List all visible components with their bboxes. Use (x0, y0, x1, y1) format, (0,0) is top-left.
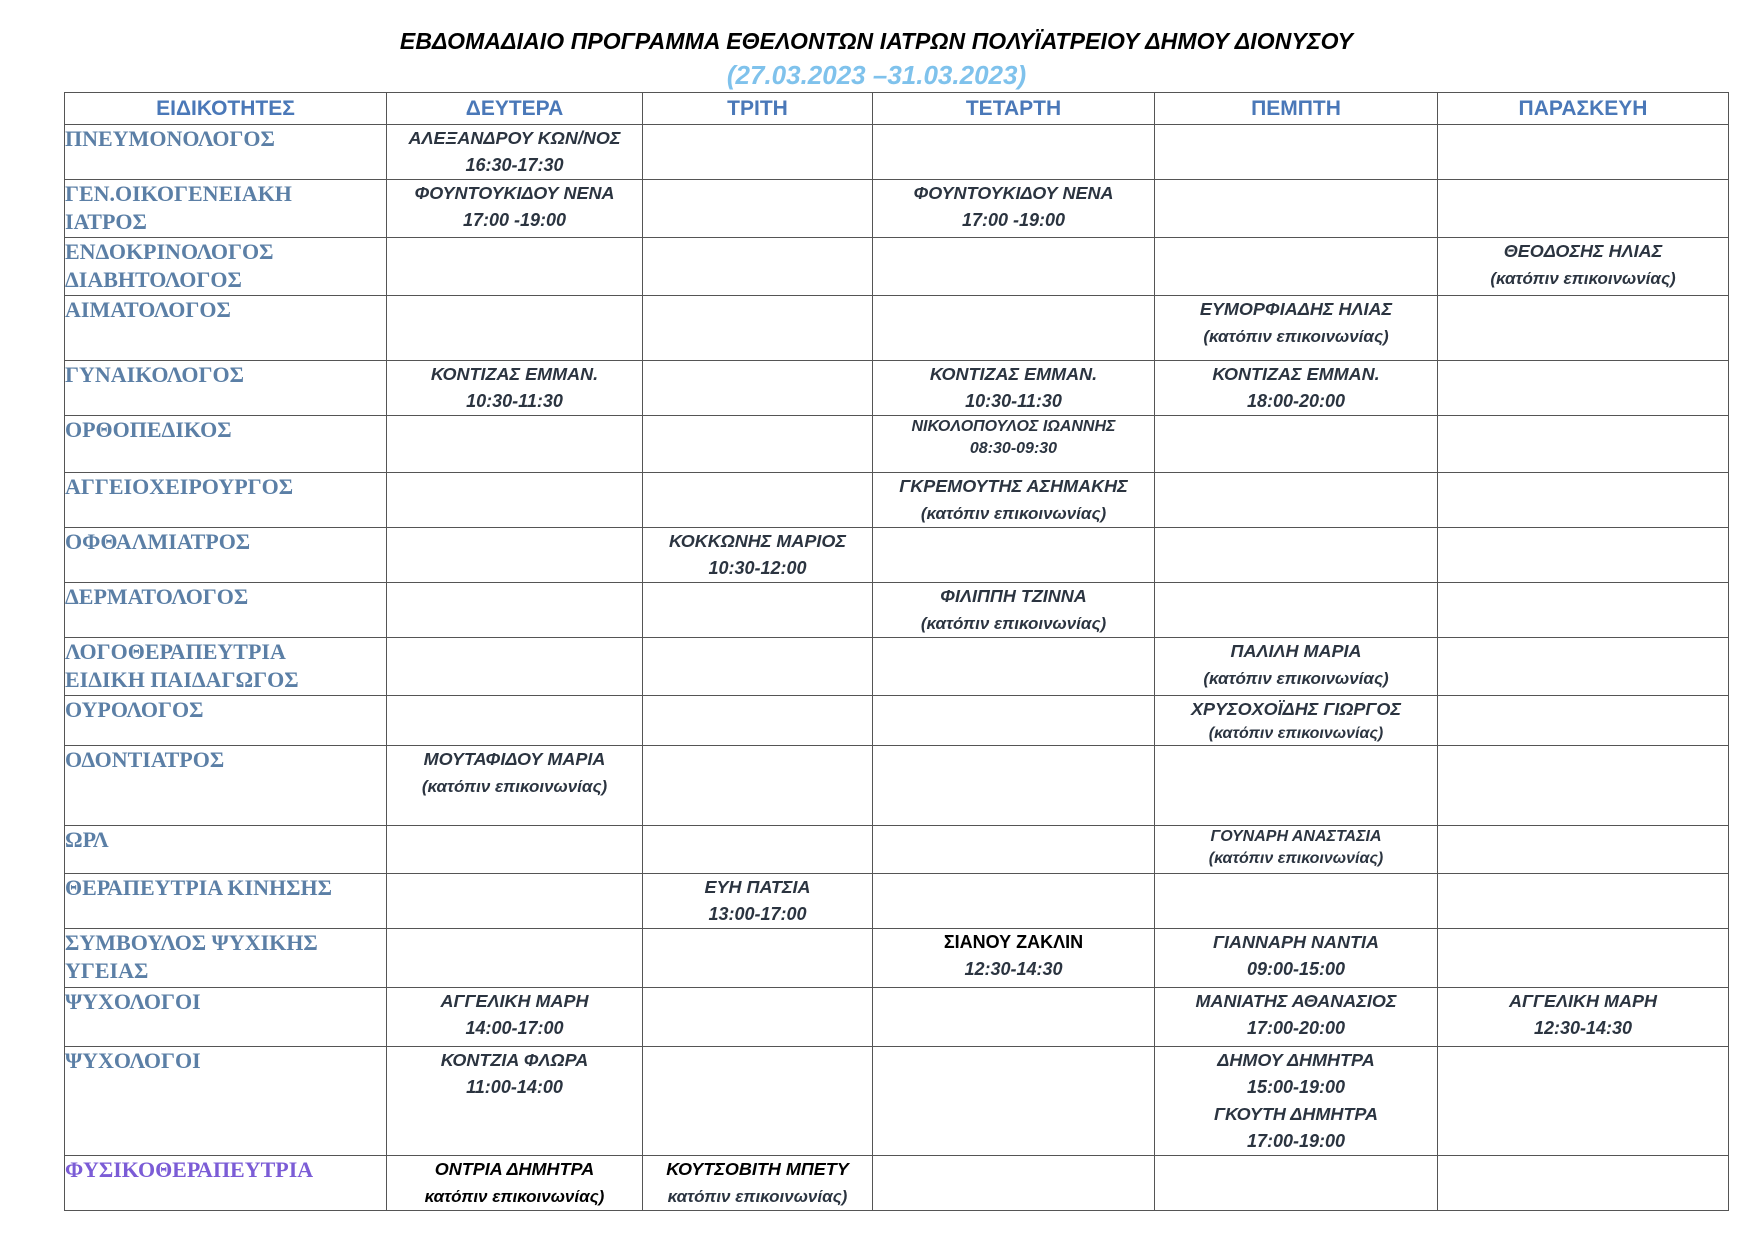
schedule-cell-wednesday (873, 296, 1155, 361)
schedule-cell-monday (387, 296, 643, 361)
doctor-name: ΓΚΡΕΜΟΥΤΗΣ ΑΣΗΜΑΚΗΣ (899, 476, 1128, 496)
schedule-cell-wednesday (873, 988, 1155, 1047)
doctor-name: ΚΟΥΤΣΟΒΙΤΗ ΜΠΕΤΥ (666, 1159, 849, 1179)
table-row (65, 874, 1729, 929)
specialty-cell (65, 361, 387, 416)
schedule-cell-wednesday (873, 125, 1155, 180)
schedule-cell-friday (1438, 296, 1729, 361)
schedule-table (64, 92, 1729, 1211)
schedule-cell-wednesday (873, 473, 1155, 528)
specialty-label: ΟΡΘΟΠΕΔΙΚΟΣ (65, 417, 232, 442)
specialty-cell (65, 929, 387, 988)
schedule-cell-friday (1438, 874, 1729, 929)
specialty-label: ΓΕΝ.ΟΙΚΟΓΕΝΕΙΑΚΗ (65, 181, 292, 206)
doctor-name: ΘΕΟΔΟΣΗΣ ΗΛΙΑΣ (1503, 241, 1663, 261)
schedule-cell-wednesday (873, 874, 1155, 929)
schedule-cell-wednesday (873, 416, 1155, 473)
schedule-cell-friday (1438, 1047, 1729, 1156)
schedule-cell-tuesday (643, 125, 873, 180)
specialty-label: ΦΥΣΙΚΟΘΕΡΑΠΕΥΤΡΙΑ (65, 1157, 314, 1182)
specialty-label: ΟΦΘΑΛΜΙΑΤΡΟΣ (65, 529, 251, 554)
table-row (65, 826, 1729, 874)
schedule-cell-monday (387, 583, 643, 638)
schedule-cell-monday (387, 528, 643, 583)
schedule-detail: 16:30-17:30 (465, 155, 564, 175)
specialty-label: ΔΕΡΜΑΤΟΛΟΓΟΣ (65, 584, 249, 609)
schedule-detail: 15:00-19:00 (1246, 1077, 1346, 1097)
doctor-name: ΚΟΝΤΖΙΑ ΦΛΩΡΑ (440, 1050, 589, 1070)
schedule-cell-thursday (1155, 988, 1438, 1047)
doctor-name: ΚΟΝΤΙΖΑΣ ΕΜΜΑΝ. (1212, 364, 1380, 384)
doctor-name: ΓΚΟΥΤΗ ΔΗΜΗΤΡΑ (1213, 1104, 1379, 1124)
schedule-detail: κατόπιν επικοινωνίας) (424, 1187, 605, 1206)
schedule-detail: 17:00-20:00 (1246, 1018, 1346, 1038)
schedule-cell-tuesday (643, 528, 873, 583)
schedule-detail: 08:30-09:30 (969, 440, 1058, 457)
schedule-cell-wednesday (873, 583, 1155, 638)
schedule-cell-thursday (1155, 528, 1438, 583)
schedule-cell-tuesday (643, 826, 873, 874)
schedule-cell-wednesday (873, 746, 1155, 826)
schedule-cell-thursday (1155, 929, 1438, 988)
schedule-detail: 11:00-14:00 (466, 1077, 563, 1097)
specialty-label: ΙΑΤΡΟΣ (65, 209, 147, 234)
schedule-cell-tuesday (643, 583, 873, 638)
specialty-label: ΩΡΛ (65, 827, 109, 852)
table-row (65, 583, 1729, 638)
doctor-name: ΝΙΚΟΛΟΠΟΥΛΟΣ ΙΩΑΝΝΗΣ (911, 418, 1116, 435)
doctor-name: ΦΙΛΙΠΠΗ ΤΖΙΝΝΑ (940, 586, 1087, 606)
doctor-name: ΜΟΥΤΑΦΙΔΟΥ ΜΑΡΙΑ (423, 749, 606, 769)
doctor-name: ΦΟΥΝΤΟΥΚΙΔΟΥ ΝΕΝΑ (913, 183, 1114, 203)
schedule-cell-tuesday (643, 929, 873, 988)
schedule-detail: 17:00 -19:00 (462, 210, 567, 230)
doctor-name: ΑΓΓΕΛΙΚΗ ΜΑΡΗ (440, 991, 589, 1011)
specialty-cell (65, 528, 387, 583)
doctor-name: ΔΗΜΟΥ ΔΗΜΗΤΡΑ (1217, 1050, 1375, 1070)
schedule-cell-wednesday (873, 1047, 1155, 1156)
schedule-cell-wednesday (873, 696, 1155, 746)
schedule-cell-monday (387, 929, 643, 988)
schedule-cell-wednesday (873, 929, 1155, 988)
schedule-cell-monday (387, 988, 643, 1047)
schedule-detail: (κατόπιν επικοινωνίας) (920, 614, 1107, 633)
header-row (65, 93, 1729, 125)
schedule-cell-monday (387, 826, 643, 874)
schedule-cell-wednesday (873, 638, 1155, 696)
schedule-cell-monday (387, 238, 643, 296)
schedule-detail: 10:30-11:30 (466, 391, 563, 411)
schedule-cell-wednesday (873, 180, 1155, 238)
schedule-detail: (κατόπιν επικοινωνίας) (1203, 669, 1389, 688)
schedule-cell-wednesday (873, 238, 1155, 296)
table-row (65, 416, 1729, 473)
header-thursday: ΠΕΜΠΤΗ (1155, 93, 1438, 125)
header-friday: ΠΑΡΑΣΚΕΥΗ (1438, 93, 1729, 125)
schedule-cell-tuesday (643, 696, 873, 746)
table-row (65, 125, 1729, 180)
schedule-cell-tuesday (643, 1047, 873, 1156)
specialty-label: ΑΙΜΑΤΟΛΟΓΟΣ (65, 297, 231, 322)
schedule-detail: (κατόπιν επικοινωνίας) (1208, 850, 1384, 867)
schedule-cell-tuesday (643, 361, 873, 416)
schedule-cell-friday (1438, 238, 1729, 296)
table-row (65, 929, 1729, 988)
schedule-detail: 09:00-15:00 (1246, 959, 1346, 979)
header-specialties: ΕΙΔΙΚΟΤΗΤΕΣ (65, 93, 387, 125)
table-row (65, 1156, 1729, 1211)
doctor-name: ΚΟΝΤΙΖΑΣ ΕΜΜΑΝ. (430, 364, 599, 384)
schedule-cell-thursday (1155, 826, 1438, 874)
schedule-detail: 18:00-20:00 (1246, 391, 1346, 411)
schedule-cell-tuesday (643, 238, 873, 296)
table-row (65, 696, 1729, 746)
schedule-cell-thursday (1155, 874, 1438, 929)
schedule-detail: (κατόπιν επικοινωνίας) (1490, 269, 1676, 288)
schedule-detail: (κατόπιν επικοινωνίας) (1208, 725, 1384, 742)
document-title: ΕΒΔΟΜΑΔΙΑΙΟ ΠΡΟΓΡΑΜΜΑ ΕΘΕΛΟΝΤΩΝ ΙΑΤΡΩΝ ΠΟΛΥΪΑΤΡΕΙΟΥ ΔΗΜΟΥ ΔΙΟΝΥΣΟΥ (399, 28, 1354, 54)
schedule-cell-thursday (1155, 696, 1438, 746)
schedule-cell-friday (1438, 988, 1729, 1047)
specialty-cell (65, 296, 387, 361)
doctor-name: ΑΛΕΞΑΝΔΡΟΥ ΚΩΝ/ΝΟΣ (408, 128, 621, 148)
specialty-label: ΥΓΕΙΑΣ (65, 958, 149, 983)
schedule-cell-thursday (1155, 1047, 1438, 1156)
table-row (65, 296, 1729, 361)
specialty-cell (65, 416, 387, 473)
schedule-cell-monday (387, 125, 643, 180)
schedule-cell-thursday (1155, 180, 1438, 238)
schedule-cell-monday (387, 638, 643, 696)
schedule-cell-monday (387, 1156, 643, 1211)
specialty-label: ΓΥΝΑΙΚΟΛΟΓΟΣ (65, 362, 244, 387)
schedule-cell-monday (387, 874, 643, 929)
specialty-label: ΨΥΧΟΛΟΓΟΙ (65, 989, 201, 1014)
schedule-cell-wednesday (873, 528, 1155, 583)
doctor-name: ΠΑΛΙΛΗ ΜΑΡΙΑ (1230, 641, 1362, 661)
schedule-cell-tuesday (643, 416, 873, 473)
schedule-cell-monday (387, 1047, 643, 1156)
schedule-cell-tuesday (643, 473, 873, 528)
table-row (65, 473, 1729, 528)
doctor-name: ΚΟΚΚΩΝΗΣ ΜΑΡΙΟΣ (668, 531, 846, 551)
schedule-cell-wednesday (873, 826, 1155, 874)
schedule-detail: 10:30-12:00 (708, 558, 807, 578)
specialty-cell (65, 238, 387, 296)
schedule-cell-friday (1438, 583, 1729, 638)
schedule-cell-tuesday (643, 638, 873, 696)
doctor-name: ΦΟΥΝΤΟΥΚΙΔΟΥ ΝΕΝΑ (414, 183, 615, 203)
schedule-cell-thursday (1155, 238, 1438, 296)
schedule-cell-friday (1438, 180, 1729, 238)
specialty-label: ΟΥΡΟΛΟΓΟΣ (65, 697, 204, 722)
schedule-cell-friday (1438, 361, 1729, 416)
schedule-cell-friday (1438, 826, 1729, 874)
specialty-label: ΣΥΜΒΟΥΛΟΣ ΨΥΧΙΚΗΣ (65, 930, 318, 955)
header-wednesday: ΤΕΤΑΡΤΗ (873, 93, 1155, 125)
schedule-cell-friday (1438, 638, 1729, 696)
schedule-cell-tuesday (643, 988, 873, 1047)
schedule-cell-friday (1438, 473, 1729, 528)
schedule-detail: (κατόπιν επικοινωνίας) (421, 777, 608, 796)
specialty-cell (65, 125, 387, 180)
schedule-cell-thursday (1155, 583, 1438, 638)
schedule-detail: κατόπιν επικοινωνίας) (667, 1187, 848, 1206)
doctor-name: ΕΥΜΟΡΦΙΑΔΗΣ ΗΛΙΑΣ (1199, 299, 1393, 319)
schedule-cell-friday (1438, 1156, 1729, 1211)
doctor-name: ΓΙΑΝΝΑΡΗ ΝΑΝΤΙΑ (1213, 932, 1379, 952)
specialty-cell (65, 180, 387, 238)
specialty-cell (65, 696, 387, 746)
schedule-cell-thursday (1155, 416, 1438, 473)
specialty-label: ΑΓΓΕΙΟΧΕΙΡΟΥΡΓΟΣ (65, 474, 294, 499)
specialty-label: ΠΝΕΥΜΟΝΟΛΟΓΟΣ (65, 126, 275, 151)
doctor-name: ΧΡΥΣΟΧΟΪΔΗΣ ΓΙΩΡΓΟΣ (1190, 699, 1401, 719)
schedule-cell-thursday (1155, 296, 1438, 361)
table-row (65, 746, 1729, 826)
schedule-cell-friday (1438, 125, 1729, 180)
schedule-cell-friday (1438, 746, 1729, 826)
specialty-cell (65, 746, 387, 826)
table-row (65, 180, 1729, 238)
header-tuesday: ΤΡΙΤΗ (643, 93, 873, 125)
schedule-cell-tuesday (643, 296, 873, 361)
doctor-name: ΜΑΝΙΑΤΗΣ ΑΘΑΝΑΣΙΟΣ (1195, 991, 1397, 1011)
doctor-name: ΑΓΓΕΛΙΚΗ ΜΑΡΗ (1509, 991, 1657, 1011)
specialty-cell (65, 1156, 387, 1211)
table-row (65, 1047, 1729, 1156)
schedule-cell-monday (387, 180, 643, 238)
doctor-name: ΚΟΝΤΙΖΑΣ ΕΜΜΑΝ. (929, 364, 1098, 384)
specialty-cell (65, 1047, 387, 1156)
specialty-label: ΛΟΓΟΘΕΡΑΠΕΥΤΡΙΑ (65, 639, 286, 664)
schedule-detail: 13:00-17:00 (708, 904, 807, 924)
schedule-detail: 12:30-14:30 (1533, 1018, 1633, 1038)
specialty-cell (65, 874, 387, 929)
date-range: (27.03.2023 –31.03.2023) (726, 60, 1027, 90)
table-row (65, 238, 1729, 296)
specialty-label: ΕΙΔΙΚΗ ΠΑΙΔΑΓΩΓΟΣ (65, 667, 299, 692)
doctor-name: ΣΙΑΝΟΥ ΖΑΚΛΙΝ (943, 932, 1084, 952)
schedule-cell-wednesday (873, 361, 1155, 416)
schedule-cell-wednesday (873, 1156, 1155, 1211)
specialty-cell (65, 473, 387, 528)
schedule-cell-monday (387, 746, 643, 826)
schedule-cell-thursday (1155, 361, 1438, 416)
table-row (65, 361, 1729, 416)
schedule-cell-tuesday (643, 180, 873, 238)
schedule-cell-friday (1438, 929, 1729, 988)
schedule-detail: 10:30-11:30 (965, 391, 1062, 411)
schedule-cell-monday (387, 416, 643, 473)
schedule-cell-friday (1438, 528, 1729, 583)
doctor-name: ΟΝΤΡΙΑ ΔΗΜΗΤΡΑ (434, 1159, 595, 1179)
table-row (65, 638, 1729, 696)
specialty-label: ΔΙΑΒΗΤΟΛΟΓΟΣ (65, 267, 242, 292)
schedule-cell-tuesday (643, 746, 873, 826)
header-monday: ΔΕΥΤΕΡΑ (387, 93, 643, 125)
specialty-cell (65, 583, 387, 638)
schedule-cell-thursday (1155, 1156, 1438, 1211)
specialty-cell (65, 988, 387, 1047)
schedule-detail: (κατόπιν επικοινωνίας) (1203, 327, 1389, 346)
schedule-detail: (κατόπιν επικοινωνίας) (920, 504, 1107, 523)
schedule-detail: 14:00-17:00 (465, 1018, 564, 1038)
table-row (65, 528, 1729, 583)
specialty-label: ΘΕΡΑΠΕΥΤΡΙΑ ΚΙΝΗΣΗΣ (65, 875, 332, 900)
schedule-cell-monday (387, 361, 643, 416)
schedule-cell-thursday (1155, 473, 1438, 528)
schedule-cell-thursday (1155, 125, 1438, 180)
schedule-cell-thursday (1155, 638, 1438, 696)
schedule-cell-tuesday (643, 874, 873, 929)
schedule-cell-monday (387, 473, 643, 528)
specialty-cell (65, 826, 387, 874)
schedule-cell-friday (1438, 696, 1729, 746)
schedule-cell-monday (387, 696, 643, 746)
specialty-label: ΕΝΔΟΚΡΙΝΟΛΟΓΟΣ (65, 239, 274, 264)
schedule-cell-tuesday (643, 1156, 873, 1211)
doctor-name: ΓΟΥΝΑΡΗ ΑΝΑΣΤΑΣΙΑ (1210, 828, 1382, 845)
schedule-detail: 12:30-14:30 (964, 959, 1063, 979)
table-row (65, 988, 1729, 1047)
schedule-detail: 17:00-19:00 (1246, 1131, 1346, 1151)
specialty-label: ΨΥΧΟΛΟΓΟΙ (65, 1048, 201, 1073)
schedule-cell-friday (1438, 416, 1729, 473)
specialty-label: ΟΔΟΝΤΙΑΤΡΟΣ (65, 747, 225, 772)
schedule-detail: 17:00 -19:00 (961, 210, 1066, 230)
specialty-cell (65, 638, 387, 696)
schedule-cell-thursday (1155, 746, 1438, 826)
doctor-name: ΕΥΗ ΠΑΤΣΙΑ (704, 877, 811, 897)
